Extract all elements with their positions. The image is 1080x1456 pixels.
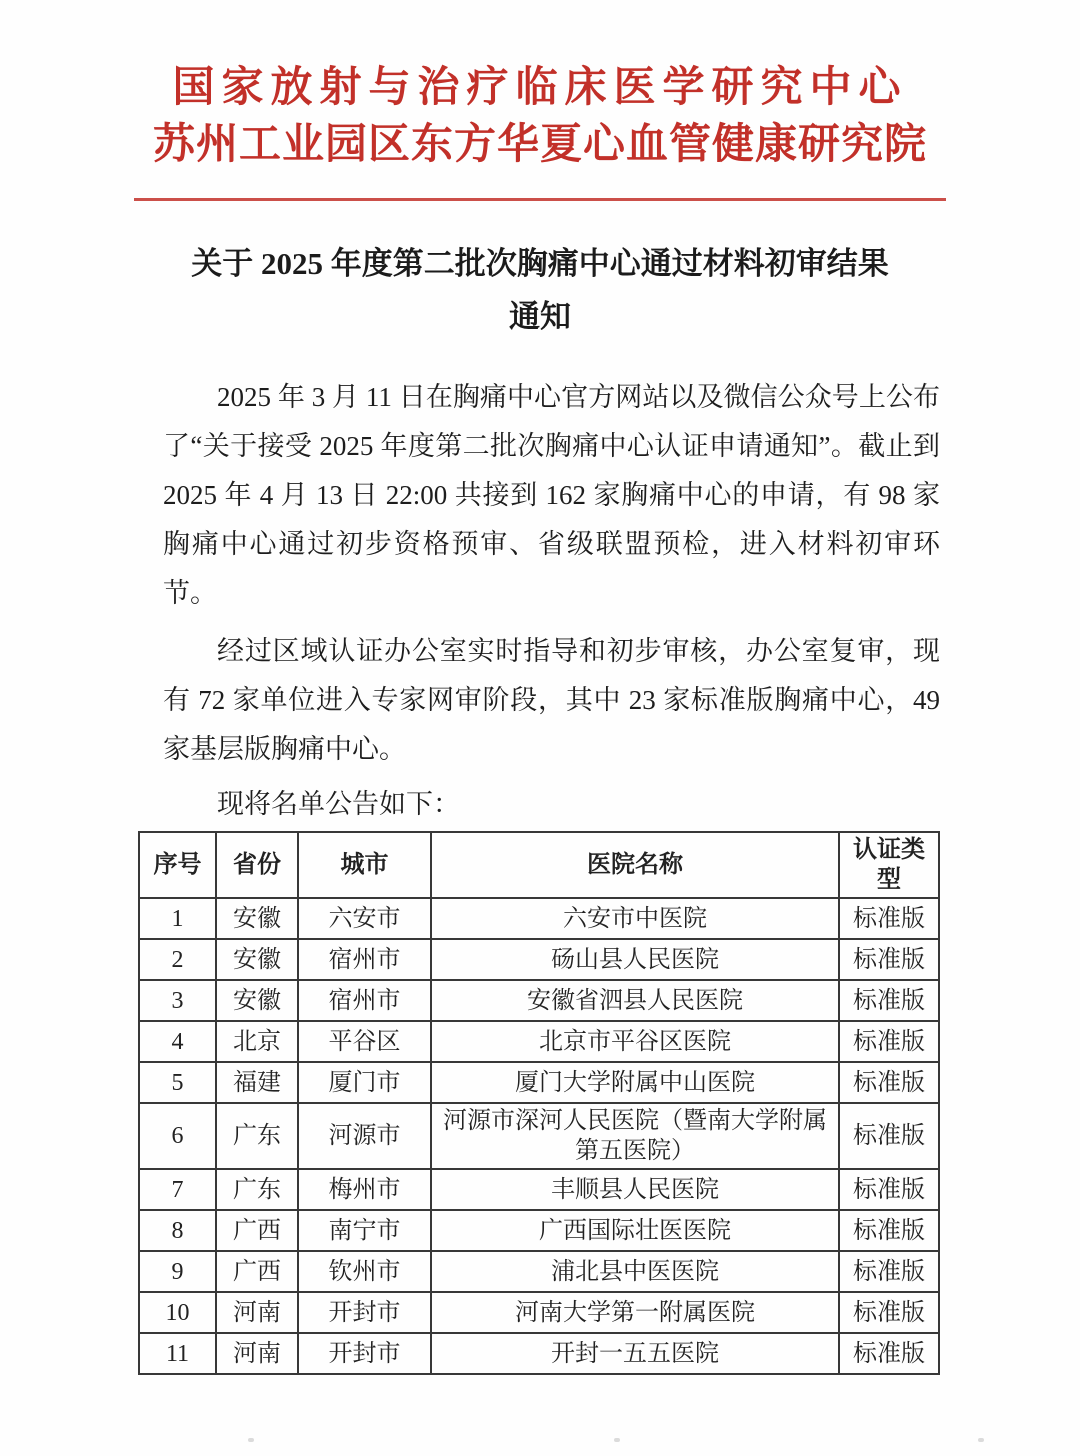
- paragraph-review-result: 经过区域认证办公室实时指导和初步审核，办公室复审，现有 72 家单位进入专家网审阶段，其中 23 家标准版胸痛中心，49 家基层版胸痛中心。: [163, 636, 940, 764]
- table-body: [139, 898, 939, 1374]
- table-cell: 标准版: [839, 1169, 939, 1210]
- table-row: [139, 1169, 939, 1210]
- table-cell: 六安市中医院: [431, 898, 839, 939]
- table-cell: 安徽: [216, 898, 298, 939]
- table-cell: 8: [139, 1210, 216, 1251]
- letterhead-divider: [134, 198, 946, 201]
- table-cell: 砀山县人民医院: [431, 939, 839, 980]
- table-cell: 7: [139, 1169, 216, 1210]
- table-cell: 广东: [216, 1103, 298, 1169]
- table-row: [139, 898, 939, 939]
- table-cell: 标准版: [839, 1021, 939, 1062]
- scan-artifact: [978, 1438, 984, 1442]
- scan-artifact: [248, 1438, 254, 1442]
- table-cell: 梅州市: [298, 1169, 431, 1210]
- table-cell: 广西国际壮医医院: [431, 1210, 839, 1251]
- document-title-line1: 关于 2025 年度第二批次胸痛中心通过材料初审结果: [191, 246, 889, 281]
- table-header-cell: 城市: [298, 832, 431, 898]
- table-cell: 钦州市: [298, 1251, 431, 1292]
- table-cell: 标准版: [839, 939, 939, 980]
- table-cell: 2: [139, 939, 216, 980]
- table-cell: 厦门大学附属中山医院: [431, 1062, 839, 1103]
- table-cell: 福建: [216, 1062, 298, 1103]
- table-row: [139, 1062, 939, 1103]
- table-row: [139, 1333, 939, 1374]
- table-header-cell: 认证类型: [839, 832, 939, 898]
- paragraph-announcement: 2025 年 3 月 11 日在胸痛中心官方网站以及微信公众号上公布了“关于接受 2025 年度第二批次胸痛中心认证申请通知”。截止到 2025 年 4 月 13 日 22:00 共接到 162 家胸痛中心的申请，有 98 家胸痛中心通过初步资格预审、省级联盟预检，进入材料初审环节。: [163, 382, 940, 608]
- table-row: [139, 980, 939, 1021]
- table-cell: 河南大学第一附属医院: [431, 1292, 839, 1333]
- table-cell: 广东: [216, 1169, 298, 1210]
- table-cell: 安徽: [216, 939, 298, 980]
- table-cell: 河南: [216, 1333, 298, 1374]
- table-cell: 10: [139, 1292, 216, 1333]
- table-cell: 南宁市: [298, 1210, 431, 1251]
- table-cell: 1: [139, 898, 216, 939]
- body-paragraphs: [163, 373, 940, 774]
- letterhead: [0, 60, 1080, 174]
- table-cell: 安徽省泗县人民医院: [431, 980, 839, 1021]
- table-cell: 河南: [216, 1292, 298, 1333]
- scan-artifact: [614, 1438, 620, 1442]
- table-cell: 标准版: [839, 898, 939, 939]
- letterhead-line1: 国家放射与治疗临床医学研究中心: [172, 65, 908, 111]
- table-row: [139, 1021, 939, 1062]
- table-cell: 广西: [216, 1251, 298, 1292]
- table-cell: 9: [139, 1251, 216, 1292]
- table-cell: 标准版: [839, 1103, 939, 1169]
- table-cell: 安徽: [216, 980, 298, 1021]
- table-cell: 标准版: [839, 1292, 939, 1333]
- table-cell: 厦门市: [298, 1062, 431, 1103]
- table-cell: 标准版: [839, 1210, 939, 1251]
- table-cell: 宿州市: [298, 980, 431, 1021]
- table-cell: 6: [139, 1103, 216, 1169]
- table-cell: 河源市: [298, 1103, 431, 1169]
- table-cell: 5: [139, 1062, 216, 1103]
- table-cell: 开封市: [298, 1333, 431, 1374]
- table-header-cell: 省份: [216, 832, 298, 898]
- table-cell: 开封市: [298, 1292, 431, 1333]
- table-cell: 宿州市: [298, 939, 431, 980]
- table-cell: 标准版: [839, 1333, 939, 1374]
- document-title-line2: 通知: [509, 299, 571, 334]
- table-cell: 广西: [216, 1210, 298, 1251]
- table-cell: 标准版: [839, 1062, 939, 1103]
- hospital-list-table: [138, 831, 940, 1375]
- table-cell: 11: [139, 1333, 216, 1374]
- letterhead-line2: 苏州工业园区东方华夏心血管健康研究院: [152, 122, 927, 168]
- table-cell: 河源市深河人民医院（暨南大学附属第五医院）: [431, 1103, 839, 1169]
- table-cell: 开封一五五医院: [431, 1333, 839, 1374]
- table-row: [139, 1210, 939, 1251]
- table-cell: 4: [139, 1021, 216, 1062]
- table-cell: 标准版: [839, 1251, 939, 1292]
- table-cell: 3: [139, 980, 216, 1021]
- table-header-cell: 医院名称: [431, 832, 839, 898]
- table-cell: 平谷区: [298, 1021, 431, 1062]
- table-cell: 北京: [216, 1021, 298, 1062]
- table-cell: 六安市: [298, 898, 431, 939]
- table-cell: 标准版: [839, 980, 939, 1021]
- table-row: [139, 939, 939, 980]
- table-header: [139, 832, 939, 898]
- table-row: [139, 1251, 939, 1292]
- document-title: [0, 237, 1080, 343]
- table-cell: 北京市平谷区医院: [431, 1021, 839, 1062]
- table-header-row: [139, 832, 939, 898]
- table-cell: 丰顺县人民医院: [431, 1169, 839, 1210]
- table-header-cell: 序号: [139, 832, 216, 898]
- table-cell: 浦北县中医医院: [431, 1251, 839, 1292]
- list-intro-line: 现将名单公告如下：: [217, 789, 460, 819]
- table-row: [139, 1292, 939, 1333]
- table-row: [139, 1103, 939, 1169]
